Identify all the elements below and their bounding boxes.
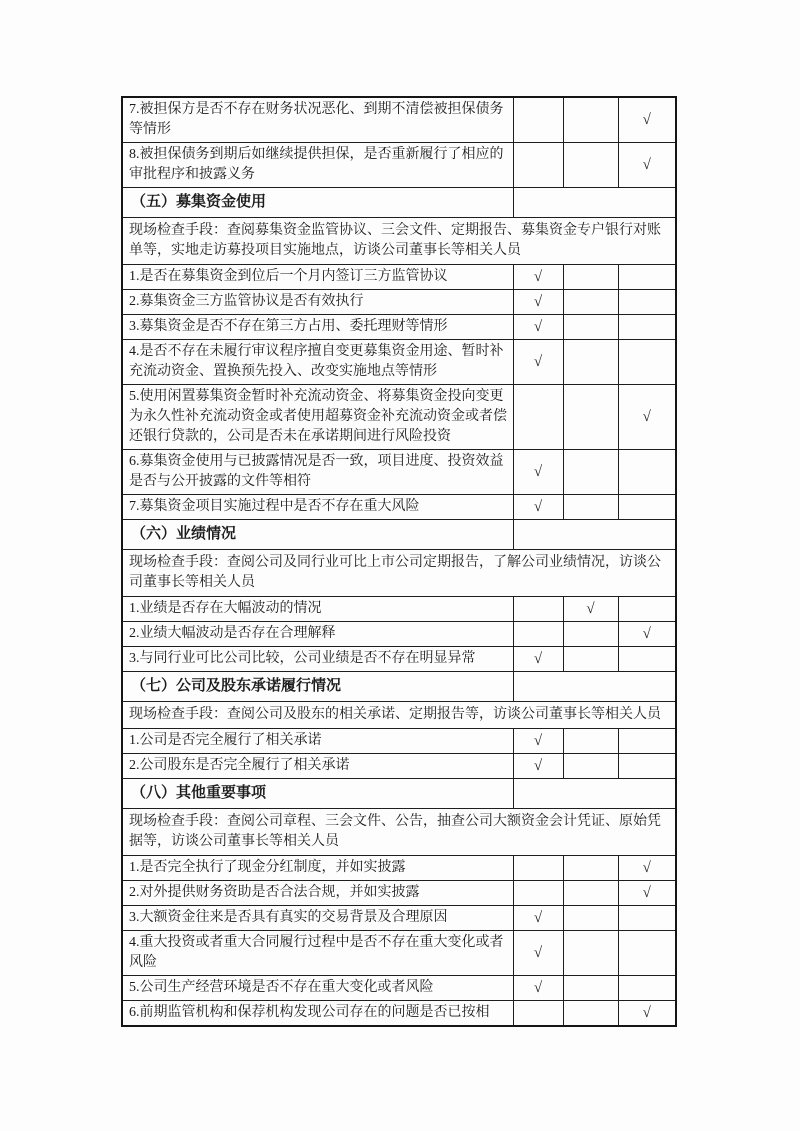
- check-column-1-cell: [513, 143, 563, 188]
- checkmark-cell: √: [618, 881, 676, 906]
- check-column-2-cell: [563, 290, 618, 315]
- inspection-method-text: 现场检查手段：查阅公司及同行业可比上市公司定期报告，了解公司业绩情况，访谈公司董事长等相关人员: [122, 550, 676, 597]
- inspection-method-text: 现场检查手段：查阅公司及股东的相关承诺、定期报告等，访谈公司董事长等相关人员: [122, 702, 676, 729]
- inspection-method-row: [122, 702, 676, 729]
- section-title: （六）业绩情况: [122, 520, 513, 550]
- check-column-3-cell: [618, 729, 676, 754]
- inspection-method-row: [122, 809, 676, 856]
- check-column-3-cell: [618, 597, 676, 622]
- checkmark-cell: √: [513, 495, 563, 520]
- check-column-3-cell: [618, 906, 676, 931]
- check-column-2-cell: [563, 976, 618, 1001]
- check-column-3-cell: [618, 976, 676, 1001]
- checklist-item-row: [122, 290, 676, 315]
- item-text: 3.大额资金往来是否具有真实的交易背景及合理原因: [122, 906, 513, 931]
- item-text: 3.与同行业可比公司比较，公司业绩是否不存在明显异常: [122, 647, 513, 672]
- check-column-1-cell: [513, 622, 563, 647]
- item-text: 1.业绩是否存在大幅波动的情况: [122, 597, 513, 622]
- check-column-1-cell: [513, 385, 563, 450]
- inspection-method-text: 现场检查手段：查阅公司章程、三会文件、公告，抽查公司大额资金会计凭证、原始凭据等，访谈公司董事长等相关人员: [122, 809, 676, 856]
- checklist-item-row: [122, 97, 676, 143]
- item-text: 3.募集资金是否不存在第三方占用、委托理财等情形: [122, 315, 513, 340]
- item-text: 4.是否不存在未履行审议程序擅自变更募集资金用途、暂时补充流动资金、置换预先投入、改变实施地点等情形: [122, 340, 513, 385]
- item-text: 6.前期监管机构和保荐机构发现公司存在的问题是否已按相: [122, 1001, 513, 1027]
- checkmark-cell: √: [513, 450, 563, 495]
- check-column-1-cell: [513, 1001, 563, 1027]
- item-text: 4.重大投资或者重大合同履行过程中是否不存在重大变化或者风险: [122, 931, 513, 976]
- item-text: 1.公司是否完全履行了相关承诺: [122, 729, 513, 754]
- check-column-2-cell: [563, 265, 618, 290]
- item-text: 7.募集资金项目实施过程中是否不存在重大风险: [122, 495, 513, 520]
- check-column-2-cell: [563, 495, 618, 520]
- check-column-1-cell: [513, 97, 563, 143]
- checklist-item-row: [122, 143, 676, 188]
- checkmark-cell: √: [513, 340, 563, 385]
- check-column-3-cell: [618, 754, 676, 779]
- section-empty-cell: [513, 779, 676, 809]
- checkmark-cell: √: [513, 906, 563, 931]
- section-empty-cell: [513, 188, 676, 218]
- checklist-item-row: [122, 622, 676, 647]
- checklist-item-row: [122, 856, 676, 881]
- item-text: 2.募集资金三方监管协议是否有效执行: [122, 290, 513, 315]
- checkmark-cell: √: [513, 729, 563, 754]
- checklist-item-row: [122, 906, 676, 931]
- section-header-row: [122, 188, 676, 218]
- check-column-3-cell: [618, 450, 676, 495]
- item-text: 1.是否在募集资金到位后一个月内签订三方监管协议: [122, 265, 513, 290]
- section-header-row: [122, 779, 676, 809]
- check-column-1-cell: [513, 856, 563, 881]
- checklist-item-row: [122, 729, 676, 754]
- inspection-method-row: [122, 218, 676, 265]
- inspection-checklist-table: [121, 96, 677, 1027]
- checklist-item-row: [122, 265, 676, 290]
- checklist-item-row: [122, 1001, 676, 1027]
- section-header-row: [122, 672, 676, 702]
- checkmark-cell: √: [513, 265, 563, 290]
- item-text: 6.募集资金使用与已披露情况是否一致，项目进度、投资效益是否与公开披露的文件等相符: [122, 450, 513, 495]
- checklist-item-row: [122, 754, 676, 779]
- item-text: 7.被担保方是否不存在财务状况恶化、到期不清偿被担保债务等情形: [122, 97, 513, 143]
- checkmark-cell: √: [618, 856, 676, 881]
- checkmark-cell: √: [618, 622, 676, 647]
- check-column-2-cell: [563, 622, 618, 647]
- checkmark-cell: √: [618, 1001, 676, 1027]
- section-header-row: [122, 520, 676, 550]
- section-empty-cell: [513, 672, 676, 702]
- item-text: 2.对外提供财务资助是否合法合规，并如实披露: [122, 881, 513, 906]
- checkmark-cell: √: [513, 290, 563, 315]
- check-column-2-cell: [563, 385, 618, 450]
- checklist-item-row: [122, 385, 676, 450]
- check-column-1-cell: [513, 881, 563, 906]
- check-column-2-cell: [563, 97, 618, 143]
- checkmark-cell: √: [618, 143, 676, 188]
- section-title: （五）募集资金使用: [122, 188, 513, 218]
- check-column-3-cell: [618, 931, 676, 976]
- check-column-2-cell: [563, 450, 618, 495]
- checkmark-cell: √: [513, 315, 563, 340]
- item-text: 5.公司生产经营环境是否不存在重大变化或者风险: [122, 976, 513, 1001]
- checkmark-cell: √: [513, 931, 563, 976]
- item-text: 2.业绩大幅波动是否存在合理解释: [122, 622, 513, 647]
- section-title: （七）公司及股东承诺履行情况: [122, 672, 513, 702]
- checklist-body: [122, 97, 676, 1026]
- checkmark-cell: √: [618, 385, 676, 450]
- check-column-2-cell: [563, 906, 618, 931]
- checklist-item-row: [122, 881, 676, 906]
- check-column-2-cell: [563, 729, 618, 754]
- check-column-3-cell: [618, 340, 676, 385]
- check-column-3-cell: [618, 290, 676, 315]
- checkmark-cell: √: [563, 597, 618, 622]
- checkmark-cell: √: [513, 647, 563, 672]
- checklist-item-row: [122, 931, 676, 976]
- checklist-item-row: [122, 647, 676, 672]
- section-empty-cell: [513, 520, 676, 550]
- section-title: （八）其他重要事项: [122, 779, 513, 809]
- checkmark-cell: √: [513, 976, 563, 1001]
- check-column-2-cell: [563, 340, 618, 385]
- document-page: [121, 96, 677, 1027]
- checkmark-cell: √: [513, 754, 563, 779]
- item-text: 8.被担保债务到期后如继续提供担保，是否重新履行了相应的审批程序和披露义务: [122, 143, 513, 188]
- check-column-3-cell: [618, 265, 676, 290]
- checklist-item-row: [122, 450, 676, 495]
- check-column-3-cell: [618, 495, 676, 520]
- item-text: 2.公司股东是否完全履行了相关承诺: [122, 754, 513, 779]
- check-column-2-cell: [563, 647, 618, 672]
- checklist-item-row: [122, 495, 676, 520]
- check-column-2-cell: [563, 856, 618, 881]
- check-column-2-cell: [563, 754, 618, 779]
- inspection-method-row: [122, 550, 676, 597]
- checkmark-cell: √: [618, 97, 676, 143]
- checklist-item-row: [122, 597, 676, 622]
- check-column-1-cell: [513, 597, 563, 622]
- checklist-item-row: [122, 340, 676, 385]
- item-text: 5.使用闲置募集资金暂时补充流动资金、将募集资金投向变更为永久性补充流动资金或者使用超募资金补充流动资金或者偿还银行贷款的，公司是否未在承诺期间进行风险投资: [122, 385, 513, 450]
- check-column-2-cell: [563, 315, 618, 340]
- check-column-3-cell: [618, 315, 676, 340]
- check-column-2-cell: [563, 143, 618, 188]
- check-column-2-cell: [563, 881, 618, 906]
- checklist-item-row: [122, 976, 676, 1001]
- checklist-item-row: [122, 315, 676, 340]
- item-text: 1.是否完全执行了现金分红制度，并如实披露: [122, 856, 513, 881]
- check-column-3-cell: [618, 647, 676, 672]
- inspection-method-text: 现场检查手段：查阅募集资金监管协议、三会文件、定期报告、募集资金专户银行对账单等，实地走访募投项目实施地点，访谈公司董事长等相关人员: [122, 218, 676, 265]
- check-column-2-cell: [563, 931, 618, 976]
- check-column-2-cell: [563, 1001, 618, 1027]
